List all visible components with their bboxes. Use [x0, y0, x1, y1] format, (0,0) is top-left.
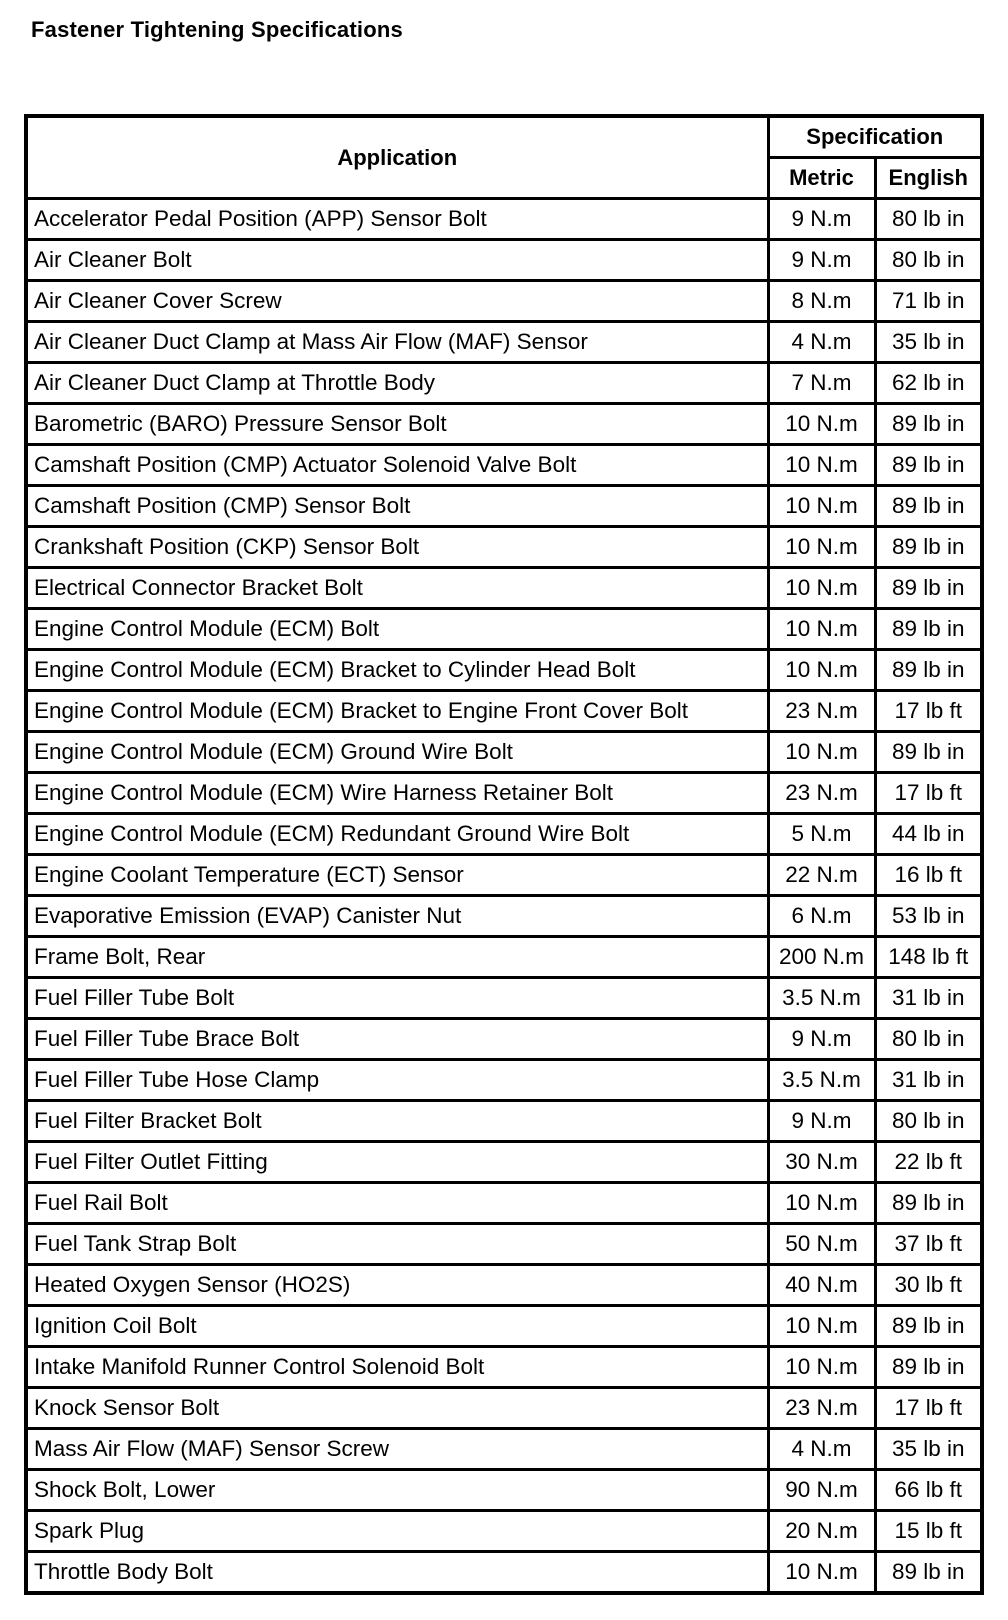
english-cell: 89 lb in: [875, 486, 982, 527]
table-row: [26, 691, 982, 732]
table-row: [26, 322, 982, 363]
english-cell: 89 lb in: [875, 527, 982, 568]
table-row: [26, 486, 982, 527]
application-cell: Fuel Filter Bracket Bolt: [26, 1101, 768, 1142]
metric-cell: 10 N.m: [768, 568, 875, 609]
table-row: [26, 1060, 982, 1101]
table-row: [26, 814, 982, 855]
english-cell: 37 lb ft: [875, 1224, 982, 1265]
english-cell: 30 lb ft: [875, 1265, 982, 1306]
english-cell: 148 lb ft: [875, 937, 982, 978]
spec-table: [24, 114, 984, 1595]
english-cell: 17 lb ft: [875, 1388, 982, 1429]
application-cell: Knock Sensor Bolt: [26, 1388, 768, 1429]
english-cell: 89 lb in: [875, 445, 982, 486]
english-cell: 22 lb ft: [875, 1142, 982, 1183]
english-cell: 89 lb in: [875, 568, 982, 609]
page-title: Fastener Tightening Specifications: [31, 17, 403, 42]
table-row: [26, 1101, 982, 1142]
application-cell: Air Cleaner Duct Clamp at Mass Air Flow (MAF) Sensor: [26, 322, 768, 363]
application-cell: Air Cleaner Duct Clamp at Throttle Body: [26, 363, 768, 404]
english-cell: 80 lb in: [875, 240, 982, 281]
table-row: [26, 445, 982, 486]
metric-cell: 9 N.m: [768, 1019, 875, 1060]
metric-cell: 4 N.m: [768, 322, 875, 363]
english-cell: 53 lb in: [875, 896, 982, 937]
english-cell: 17 lb ft: [875, 691, 982, 732]
application-cell: Fuel Filler Tube Bolt: [26, 978, 768, 1019]
application-cell: Engine Coolant Temperature (ECT) Sensor: [26, 855, 768, 896]
table-row: [26, 1306, 982, 1347]
english-cell: 71 lb in: [875, 281, 982, 322]
metric-cell: 3.5 N.m: [768, 1060, 875, 1101]
english-cell: 17 lb ft: [875, 773, 982, 814]
english-cell: 80 lb in: [875, 199, 982, 240]
metric-cell: 7 N.m: [768, 363, 875, 404]
english-cell: 80 lb in: [875, 1019, 982, 1060]
english-cell: 80 lb in: [875, 1101, 982, 1142]
table-row: [26, 978, 982, 1019]
table-row: [26, 1511, 982, 1552]
english-cell: 89 lb in: [875, 1306, 982, 1347]
metric-cell: 8 N.m: [768, 281, 875, 322]
metric-cell: 9 N.m: [768, 240, 875, 281]
application-cell: Electrical Connector Bracket Bolt: [26, 568, 768, 609]
english-cell: 66 lb ft: [875, 1470, 982, 1511]
header-metric: Metric: [768, 158, 875, 199]
metric-cell: 10 N.m: [768, 609, 875, 650]
table-row: [26, 1142, 982, 1183]
english-cell: 44 lb in: [875, 814, 982, 855]
application-cell: Spark Plug: [26, 1511, 768, 1552]
english-cell: 89 lb in: [875, 1347, 982, 1388]
table-row: [26, 609, 982, 650]
english-cell: 89 lb in: [875, 650, 982, 691]
table-row: [26, 1183, 982, 1224]
metric-cell: 200 N.m: [768, 937, 875, 978]
header-english: English: [875, 158, 982, 199]
application-cell: Accelerator Pedal Position (APP) Sensor Bolt: [26, 199, 768, 240]
application-cell: Camshaft Position (CMP) Sensor Bolt: [26, 486, 768, 527]
application-cell: Fuel Filler Tube Brace Bolt: [26, 1019, 768, 1060]
english-cell: 89 lb in: [875, 732, 982, 773]
table-row: [26, 199, 982, 240]
metric-cell: 5 N.m: [768, 814, 875, 855]
application-cell: Engine Control Module (ECM) Wire Harness Retainer Bolt: [26, 773, 768, 814]
table-row: [26, 773, 982, 814]
table-row: [26, 1019, 982, 1060]
english-cell: 62 lb in: [875, 363, 982, 404]
application-cell: Barometric (BARO) Pressure Sensor Bolt: [26, 404, 768, 445]
metric-cell: 20 N.m: [768, 1511, 875, 1552]
application-cell: Engine Control Module (ECM) Bolt: [26, 609, 768, 650]
table-row: [26, 240, 982, 281]
table-row: [26, 568, 982, 609]
application-cell: Engine Control Module (ECM) Redundant Ground Wire Bolt: [26, 814, 768, 855]
english-cell: 35 lb in: [875, 1429, 982, 1470]
metric-cell: 10 N.m: [768, 650, 875, 691]
table-row: [26, 1552, 982, 1594]
application-cell: Ignition Coil Bolt: [26, 1306, 768, 1347]
table-row: [26, 281, 982, 322]
table-row: [26, 896, 982, 937]
application-cell: Fuel Filler Tube Hose Clamp: [26, 1060, 768, 1101]
english-cell: 15 lb ft: [875, 1511, 982, 1552]
application-cell: Frame Bolt, Rear: [26, 937, 768, 978]
table-row: [26, 855, 982, 896]
table-row: [26, 1388, 982, 1429]
table-row: [26, 363, 982, 404]
application-cell: Intake Manifold Runner Control Solenoid Bolt: [26, 1347, 768, 1388]
metric-cell: 10 N.m: [768, 404, 875, 445]
table-body: [26, 199, 982, 1594]
table-row: [26, 1265, 982, 1306]
table-header: [26, 116, 982, 199]
application-cell: Fuel Filter Outlet Fitting: [26, 1142, 768, 1183]
metric-cell: 30 N.m: [768, 1142, 875, 1183]
metric-cell: 6 N.m: [768, 896, 875, 937]
metric-cell: 50 N.m: [768, 1224, 875, 1265]
application-cell: Air Cleaner Bolt: [26, 240, 768, 281]
metric-cell: 9 N.m: [768, 199, 875, 240]
application-cell: Camshaft Position (CMP) Actuator Solenoid Valve Bolt: [26, 445, 768, 486]
header-application: Application: [26, 116, 768, 199]
application-cell: Engine Control Module (ECM) Ground Wire Bolt: [26, 732, 768, 773]
application-cell: Air Cleaner Cover Screw: [26, 281, 768, 322]
application-cell: Fuel Rail Bolt: [26, 1183, 768, 1224]
metric-cell: 22 N.m: [768, 855, 875, 896]
metric-cell: 10 N.m: [768, 445, 875, 486]
metric-cell: 23 N.m: [768, 1388, 875, 1429]
metric-cell: 3.5 N.m: [768, 978, 875, 1019]
table-row: [26, 404, 982, 445]
english-cell: 31 lb in: [875, 978, 982, 1019]
table-row: [26, 527, 982, 568]
metric-cell: 90 N.m: [768, 1470, 875, 1511]
english-cell: 16 lb ft: [875, 855, 982, 896]
application-cell: Crankshaft Position (CKP) Sensor Bolt: [26, 527, 768, 568]
metric-cell: 10 N.m: [768, 1183, 875, 1224]
metric-cell: 10 N.m: [768, 527, 875, 568]
table-row: [26, 650, 982, 691]
metric-cell: 23 N.m: [768, 691, 875, 732]
metric-cell: 10 N.m: [768, 486, 875, 527]
table-row: [26, 1347, 982, 1388]
application-cell: Shock Bolt, Lower: [26, 1470, 768, 1511]
metric-cell: 10 N.m: [768, 1552, 875, 1594]
english-cell: 89 lb in: [875, 404, 982, 445]
application-cell: Throttle Body Bolt: [26, 1552, 768, 1594]
application-cell: Heated Oxygen Sensor (HO2S): [26, 1265, 768, 1306]
application-cell: Engine Control Module (ECM) Bracket to Engine Front Cover Bolt: [26, 691, 768, 732]
header-specification: Specification: [768, 116, 982, 158]
table-row: [26, 732, 982, 773]
metric-cell: 23 N.m: [768, 773, 875, 814]
metric-cell: 40 N.m: [768, 1265, 875, 1306]
metric-cell: 10 N.m: [768, 1306, 875, 1347]
english-cell: 31 lb in: [875, 1060, 982, 1101]
metric-cell: 10 N.m: [768, 732, 875, 773]
metric-cell: 4 N.m: [768, 1429, 875, 1470]
table-row: [26, 1429, 982, 1470]
metric-cell: 10 N.m: [768, 1347, 875, 1388]
english-cell: 35 lb in: [875, 322, 982, 363]
table-row: [26, 937, 982, 978]
application-cell: Fuel Tank Strap Bolt: [26, 1224, 768, 1265]
english-cell: 89 lb in: [875, 1183, 982, 1224]
metric-cell: 9 N.m: [768, 1101, 875, 1142]
application-cell: Mass Air Flow (MAF) Sensor Screw: [26, 1429, 768, 1470]
english-cell: 89 lb in: [875, 609, 982, 650]
table-row: [26, 1224, 982, 1265]
application-cell: Evaporative Emission (EVAP) Canister Nut: [26, 896, 768, 937]
application-cell: Engine Control Module (ECM) Bracket to Cylinder Head Bolt: [26, 650, 768, 691]
table-row: [26, 1470, 982, 1511]
english-cell: 89 lb in: [875, 1552, 982, 1594]
